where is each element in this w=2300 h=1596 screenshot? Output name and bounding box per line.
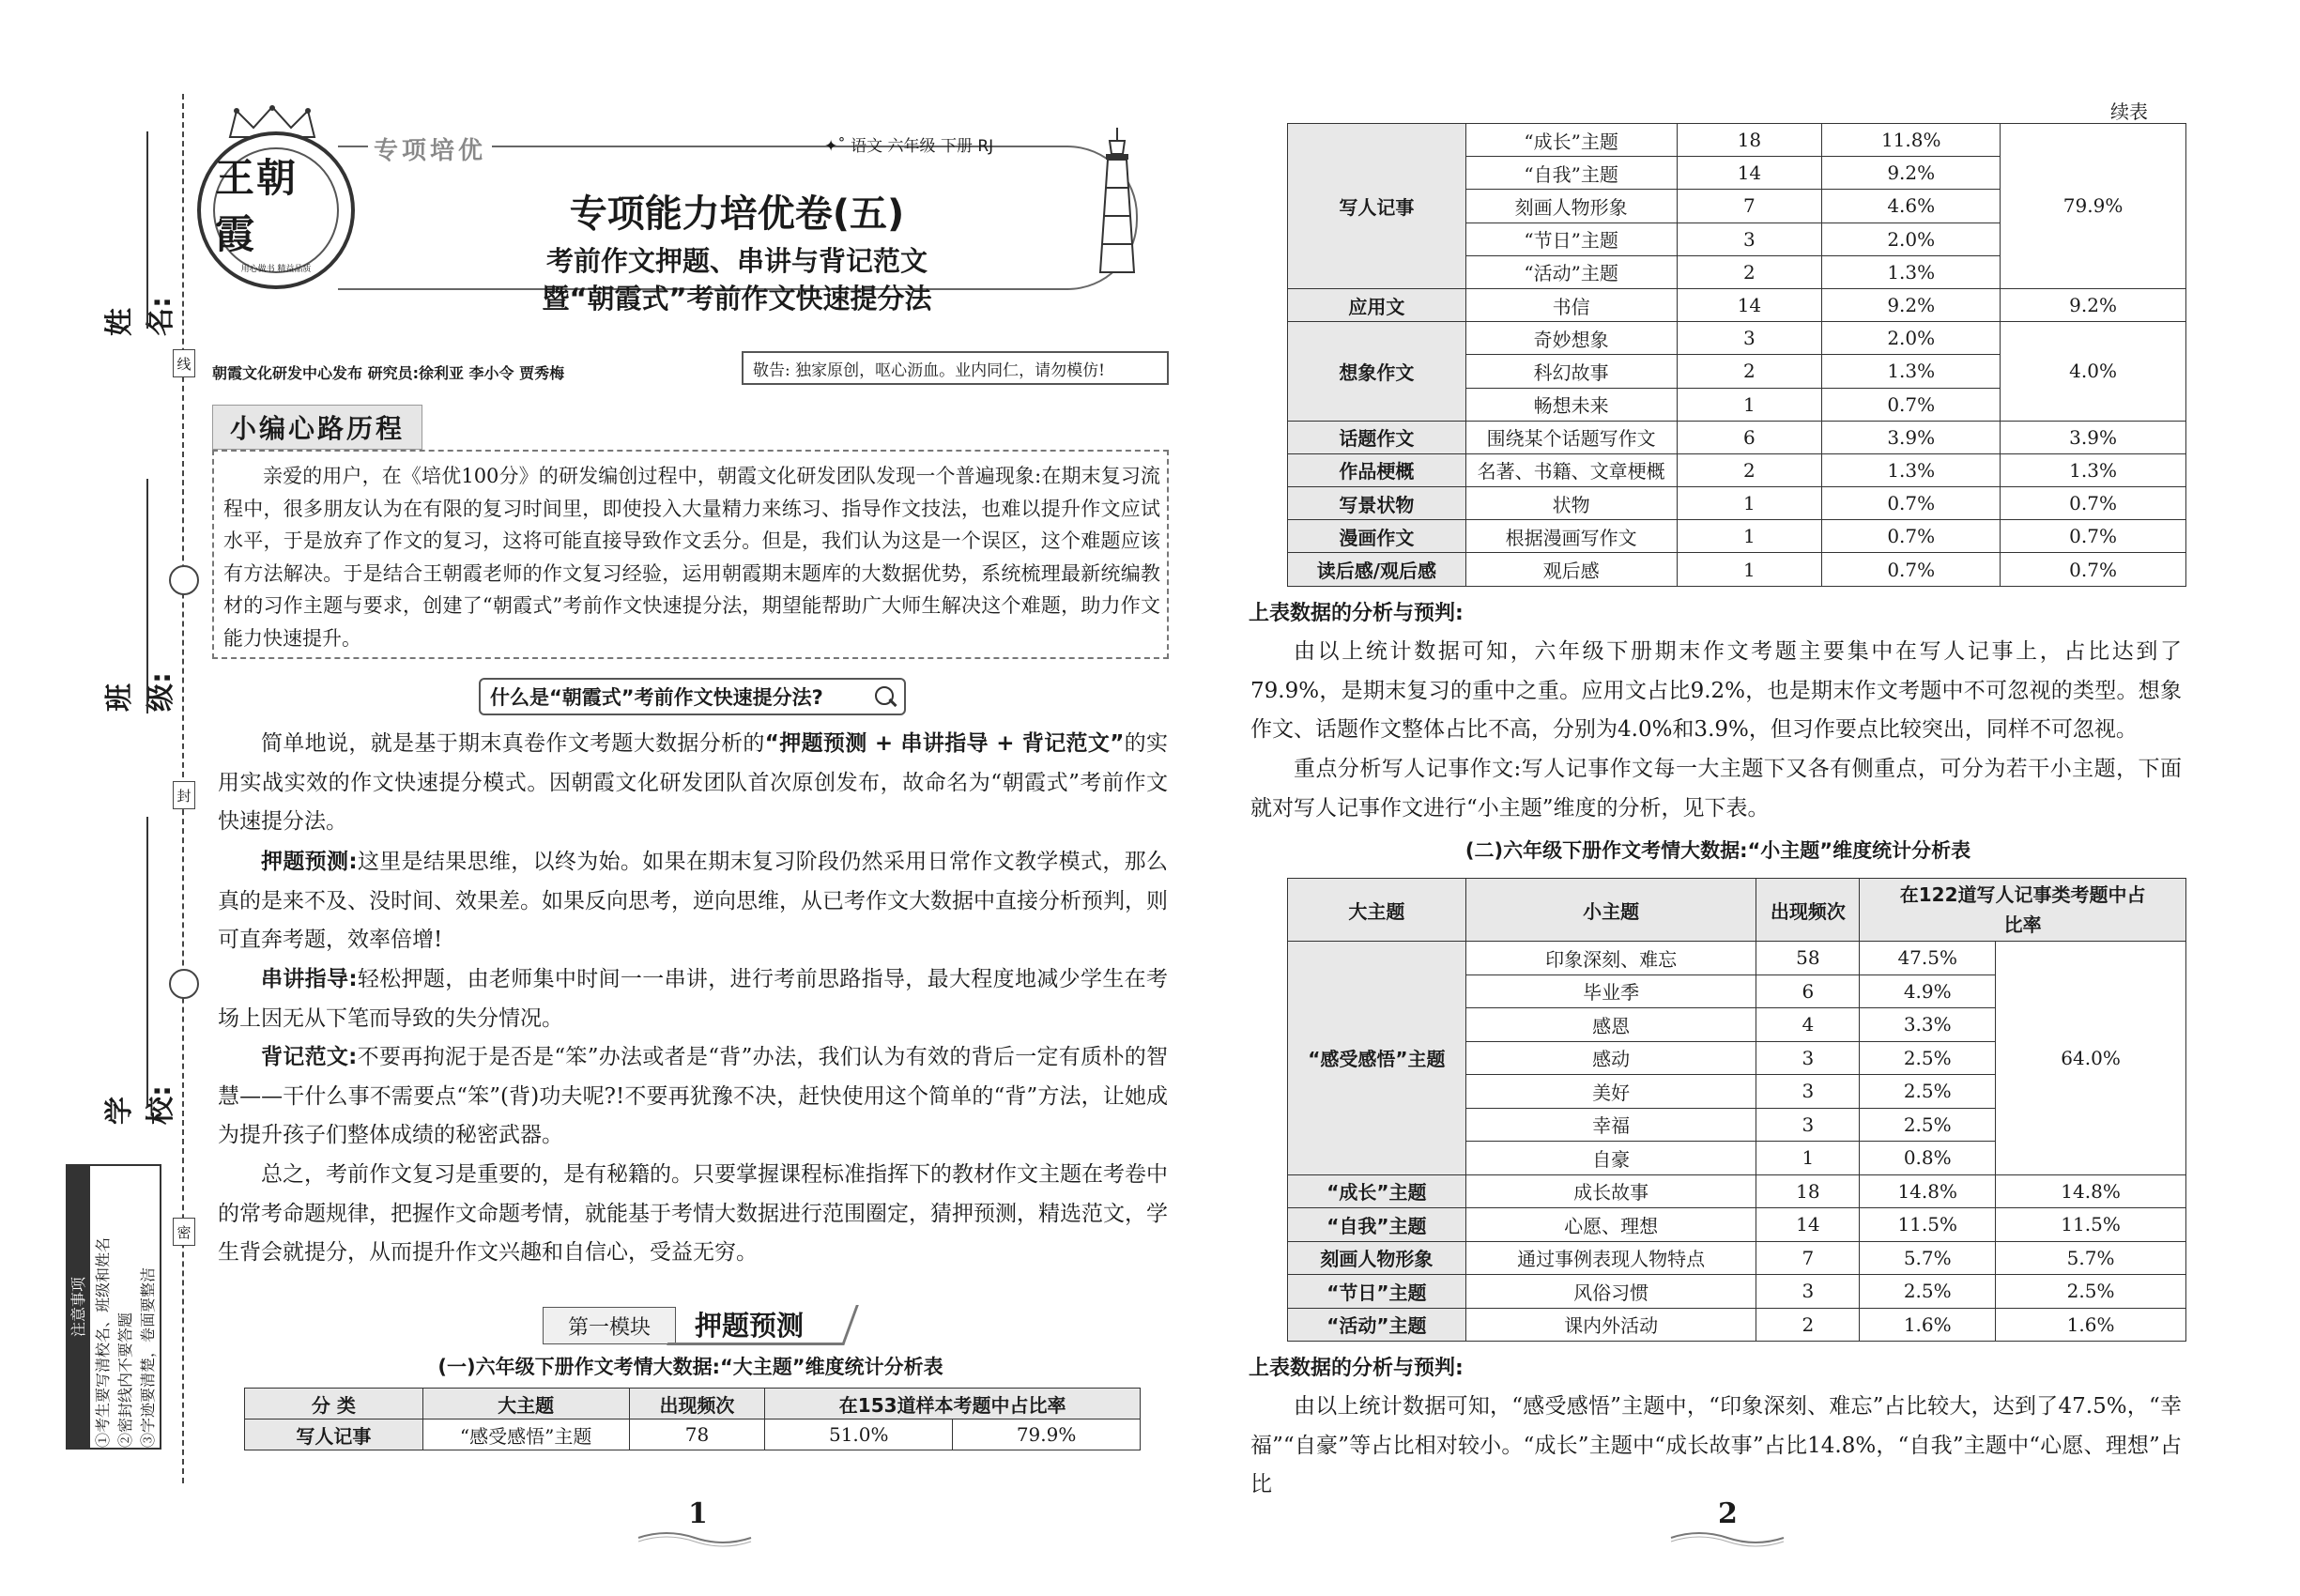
name-field[interactable] [146, 131, 148, 329]
table-cell: 1 [1677, 487, 1822, 520]
editor-text: 亲爱的用户，在《培优100分》的研发编创过程中，朝霞文化研发团队发现一个普遍现象:在期末复习流程中，很多朋友认为在有限的复习时间里，即使投入大量精力来练习、指导作文技法，也难以提升作文应试水平，于是放弃了作文的复习，这将可能直接导致作文丢分。但是，我们认为这是一个误区，这个难题应该有方法解决。于是结合王朝霞老师的作文复习经验，运用朝霞期末题库的大数据优势，系统梳理最新统编教材的习作主题与要求，创建了“朝霞式”考前作文快速提分法，期望能帮助广大师生解决这个难题，助力作文能力快速提升。 [223, 465, 1160, 650]
summary-paragraph: 总之，考前作文复习是重要的，是有秘籍的。只要掌握课程标准指挥下的教材作文主题在考卷中的常考命题规律，把握作文命题考情，就能基于考情大数据进行范围圈定，猜押预测，精选范文，学生背会就提分，从而提升作文兴趣和自信心，受益无穷。 [218, 1162, 1168, 1266]
table-cell: 2 [1677, 255, 1822, 288]
book-meta: ✦˚ 语文 六年级 下册 RJ [824, 137, 994, 156]
table-cell: 1.3% [2001, 453, 2186, 486]
table-row [1288, 322, 2186, 355]
table-cell: 18 [1756, 1174, 1860, 1208]
table-cell: 0.7% [2001, 553, 2186, 586]
table-cell: 2.0% [1822, 223, 2001, 255]
table-cell: 1.3% [1822, 453, 2001, 486]
table-cell: 应用文 [1288, 288, 1466, 321]
analysis-paragraph: 重点分析写人记事作文:写人记事作文每一大主题下又各有侧重点，可分为若干小主题，下面就对写人记事作文进行“小主题”维度的分析，见下表。 [1250, 757, 2182, 821]
guidance-paragraph: 串讲指导:轻松押题，由老师集中时间一一串讲，进行考前思路指导，最大程度地减少学生在考场上因无从下笔而导致的失分情况。 [218, 967, 1168, 1031]
table-cell: 3 [1677, 322, 1822, 355]
analysis-title: 上表数据的分析与预判: [1249, 602, 1464, 625]
page-number: 2 [1718, 1497, 1738, 1530]
table-cell: 5.7% [1860, 1241, 1996, 1275]
table-cell: 2.5% [1860, 1075, 1996, 1109]
table-cell: 2 [1756, 1308, 1860, 1342]
table-cell: 1 [1677, 520, 1822, 553]
table-cell: 畅想未来 [1465, 388, 1677, 421]
publisher-line: 朝霞文化研发中心发布 研究员:徐利亚 李小令 贾秀梅 [212, 364, 565, 382]
table-cell: 3.9% [1822, 421, 2001, 453]
table-cell: 刻画人物形象 [1465, 190, 1677, 223]
table-cell: 通过事例表现人物特点 [1465, 1241, 1756, 1275]
table-cell: 围绕某个话题写作文 [1465, 421, 1677, 453]
table-cell: 3 [1756, 1108, 1860, 1142]
table-cell: 想象作文 [1288, 322, 1466, 422]
page-number: 1 [688, 1497, 708, 1530]
prediction-paragraph: 押题预测:这里是结果思维，以终为始。如果在期末复习阶段仍然采用日常作文教学模式，那么真的是来不及、没时间、效果差。如果反向思考，逆向思维，从已考作文大数据中直接分析预判，则可直奔考题，效率倍增! [218, 850, 1168, 953]
table-row [1288, 1308, 2186, 1342]
table-cell: 风俗习惯 [1465, 1275, 1756, 1309]
table-cell: 2.5% [1860, 1108, 1996, 1142]
table-cell: 78 [629, 1420, 765, 1450]
table-cell: 2.5% [1860, 1275, 1996, 1309]
table-cell: 11.5% [1860, 1208, 1996, 1242]
table-cell: 58 [1756, 942, 1860, 975]
table-cell: 4.0% [2001, 322, 2186, 422]
table-cell: 4 [1756, 1008, 1860, 1042]
warning-notice: 敬告: 独家原创，呕心沥血。业内同仁，请勿模仿! [742, 351, 1169, 385]
table-cell: 1 [1756, 1142, 1860, 1175]
table-row [1288, 942, 2186, 975]
analysis-paragraph: 由以上统计数据可知，六年级下册期末作文考题主要集中在写人记事上，占比达到了79.9%，是期末复习的重中之重。应用文占比9.2%，也是期末作文考题中不可忽视的类型。想象作文、话题作文整体占比不高，分别为4.0%和3.9%，但习作要点比较突出，同样不可忽视。 [1250, 639, 2182, 742]
table-cell: 14.8% [1860, 1174, 1996, 1208]
table-cell: 写景状物 [1288, 487, 1466, 520]
table-cell: 6 [1756, 974, 1860, 1008]
binding-tag-line: 线 [173, 349, 195, 377]
table-row [1288, 520, 2186, 553]
table-cell: 0.7% [2001, 487, 2186, 520]
table-cell: 科幻故事 [1465, 355, 1677, 388]
table-cell: 成长故事 [1465, 1174, 1756, 1208]
table-cell: 书信 [1465, 288, 1677, 321]
table-cell: 11.8% [1822, 124, 2001, 157]
table-cell: 2 [1677, 355, 1822, 388]
table-cell: 写人记事 [1288, 124, 1466, 289]
table-cell: 3 [1756, 1075, 1860, 1109]
table-cell: 奇妙想象 [1465, 322, 1677, 355]
table-cell: 3 [1756, 1275, 1860, 1309]
table-header: 分 类 [245, 1389, 423, 1420]
editor-section-title: 小编心路历程 [212, 405, 422, 450]
table-row [1288, 1275, 2186, 1309]
table-cell: “成长”主题 [1288, 1174, 1466, 1208]
module-tag: 第一模块 [543, 1307, 676, 1344]
table-cell: 漫画作文 [1288, 520, 1466, 553]
table-row [1288, 1241, 2186, 1275]
table-cell: 1 [1677, 553, 1822, 586]
subtitle: 暨“朝霞式”考前作文快速提分法 [542, 283, 932, 315]
table-cell: 1.6% [1860, 1308, 1996, 1342]
table-header: 出现频次 [629, 1389, 765, 1420]
table-cell: 名著、书籍、文章梗概 [1465, 453, 1677, 486]
table-cell: 79.9% [953, 1420, 1141, 1450]
page-ornament [1666, 1528, 1788, 1547]
table-cell: 11.5% [1996, 1208, 2186, 1242]
memorize-paragraph: 背记范文:不要再拘泥于是否是“笨”办法或者是“背”办法，我们认为有效的背后一定有质朴的智慧——干什么事不需要点“笨”(背)功夫呢?!不要再犹豫不决，赶快使用这个简单的“背”方法，让她成为提升孩子们整体成绩的秘密武器。 [218, 1045, 1168, 1148]
table-cell: 9.2% [1822, 288, 2001, 321]
table-cell: 1.6% [1996, 1308, 2186, 1342]
table-cell: “感受感悟”主题 [1288, 942, 1466, 1175]
table-cell: 状物 [1465, 487, 1677, 520]
subtitle: 考前作文押题、串讲与背记范文 [545, 245, 928, 277]
table-cell: 4.9% [1860, 974, 1996, 1008]
table-row [1288, 421, 2186, 453]
table-header-row [1288, 879, 2186, 942]
table-header: 大主题 [422, 1389, 629, 1420]
table-row [245, 1420, 1141, 1450]
school-label: 学 校: [103, 1085, 177, 1125]
class-field[interactable] [146, 479, 148, 714]
table-cell: 3 [1677, 223, 1822, 255]
table2-title: (二)六年级下册作文考情大数据:“小主题”维度统计分析表 [1464, 839, 1971, 862]
table-row [1288, 553, 2186, 586]
table-cell: 5.7% [1996, 1241, 2186, 1275]
table-cell: 9.2% [1822, 157, 2001, 190]
table-cell: 0.7% [2001, 520, 2186, 553]
binding-tag-secret: 密 [173, 1218, 195, 1246]
table-cell: 1 [1677, 388, 1822, 421]
table-cell: 心愿、理想 [1465, 1208, 1756, 1242]
module-title: 押题预测 [695, 1310, 805, 1342]
question-heading: 什么是“朝霞式”考前作文快速提分法? [479, 678, 906, 715]
table-cell: “感受感悟”主题 [422, 1420, 629, 1450]
table-cell: 课内外活动 [1465, 1308, 1756, 1342]
table-cell: “活动”主题 [1465, 255, 1677, 288]
table-cell: 写人记事 [245, 1420, 423, 1450]
table-cell: 1.3% [1822, 255, 2001, 288]
table-cell: 幸福 [1465, 1108, 1756, 1142]
school-field[interactable] [146, 817, 148, 1108]
table-cell: 7 [1756, 1241, 1860, 1275]
table-cell: 读后感/观后感 [1288, 553, 1466, 586]
table-cell: 2.5% [1860, 1041, 1996, 1075]
note-item: ②密封线内不要答题 [116, 1312, 134, 1448]
table-cell: 6 [1677, 421, 1822, 453]
table-row [1288, 1174, 2186, 1208]
table-row [1288, 288, 2186, 321]
table-header: 出现频次 [1756, 879, 1860, 942]
table-cell: 0.7% [1822, 520, 2001, 553]
table-header: 大主题 [1288, 879, 1466, 942]
table-row [1288, 1208, 2186, 1242]
table-cell: 1.3% [1822, 355, 2001, 388]
table-cell: 47.5% [1860, 942, 1996, 975]
table-cell: 3 [1756, 1041, 1860, 1075]
table-cell: “节日”主题 [1465, 223, 1677, 255]
table-cell: 感动 [1465, 1041, 1756, 1075]
table-cell: 2.0% [1822, 322, 2001, 355]
table-row [1288, 453, 2186, 486]
table-cell: 79.9% [2001, 124, 2186, 289]
table-cell: 话题作文 [1288, 421, 1466, 453]
table-cell: 印象深刻、难忘 [1465, 942, 1756, 975]
table-cell: 3.3% [1860, 1008, 1996, 1042]
table-row [1288, 124, 2186, 157]
table-cell: 9.2% [2001, 288, 2186, 321]
table-cell: “自我”主题 [1465, 157, 1677, 190]
table2 [1287, 878, 2186, 1342]
table-cell: 3.9% [2001, 421, 2186, 453]
table-cell: 作品梗概 [1288, 453, 1466, 486]
analysis-paragraph: 由以上统计数据可知，“感受感悟”主题中，“印象深刻、难忘”占比较大，达到了47.5%，“幸福”“自豪”等占比相对较小。“成长”主题中“成长故事”占比14.8%，“自我”主题中“心愿、理想”占比 [1250, 1394, 2182, 1496]
table-cell: 0.8% [1860, 1142, 1996, 1175]
table1-title: (一)六年级下册作文考情大数据:“大主题”维度统计分析表 [437, 1356, 943, 1378]
table-header: 在122道写人记事类考题中占比率 [1860, 879, 2186, 942]
brand-logo: 王朝霞 用心做书 精益品质 [197, 131, 355, 289]
table-cell: 刻画人物形象 [1288, 1241, 1466, 1275]
notes-head: 注意事项 [68, 1166, 90, 1448]
table-cell: 2 [1677, 453, 1822, 486]
table-cell: “活动”主题 [1288, 1308, 1466, 1342]
table-cell: 64.0% [1996, 942, 2186, 1175]
table-cell: 毕业季 [1465, 974, 1756, 1008]
table1-continued [1287, 123, 2186, 587]
note-item: ③字迹要清楚，卷面要整洁 [139, 1266, 157, 1448]
table-cell: 0.7% [1822, 388, 2001, 421]
table-cell: 美好 [1465, 1075, 1756, 1109]
table-cell: 观后感 [1465, 553, 1677, 586]
table-cell: 51.0% [765, 1420, 953, 1450]
table-cell: 2.5% [1996, 1275, 2186, 1309]
table-cell: “节日”主题 [1288, 1275, 1466, 1309]
page-title: 专项能力培优卷(五) [569, 192, 905, 236]
table-cell: “成长”主题 [1465, 124, 1677, 157]
table-cell: 14 [1756, 1208, 1860, 1242]
table-cell: 14 [1677, 157, 1822, 190]
binding-hole [169, 565, 199, 595]
table-cell: 0.7% [1822, 487, 2001, 520]
table-cell: 14.8% [1996, 1174, 2186, 1208]
project-label: 专项培优 [368, 131, 492, 166]
table-header-row [245, 1389, 1141, 1420]
note-item: ①考生要写清校名、班级和姓名 [94, 1236, 112, 1448]
table-cell: 根据漫画写作文 [1465, 520, 1677, 553]
name-label: 姓 名: [103, 297, 177, 336]
notes-box [66, 1164, 161, 1450]
binding-tag-seal: 封 [173, 781, 195, 809]
page-ornament [634, 1528, 756, 1547]
intro-paragraph: 简单地说，就是基于期末真卷作文考题大数据分析的“押题预测 + 串讲指导 + 背记范文”的实用实战实效的作文快速提分模式。因朝霞文化研发团队首次原创发布，故命名为“朝霞式”考前作文快速提分法。 [218, 731, 1169, 835]
table-cell: 14 [1677, 288, 1822, 321]
analysis-title: 上表数据的分析与预判: [1249, 1357, 1464, 1380]
table-header: 在153道样本考题中占比率 [765, 1389, 1141, 1420]
table-cell: 7 [1677, 190, 1822, 223]
table1 [244, 1388, 1141, 1450]
binding-hole [169, 969, 199, 999]
table-cell: “自我”主题 [1288, 1208, 1466, 1242]
table-cell: 18 [1677, 124, 1822, 157]
table-cell: 0.7% [1822, 553, 2001, 586]
class-label: 班 级: [103, 672, 177, 712]
table-cell: 感恩 [1465, 1008, 1756, 1042]
table-header: 小主题 [1465, 879, 1756, 942]
table-cell: 自豪 [1465, 1142, 1756, 1175]
table-row [1288, 487, 2186, 520]
continued-label: 续表 [2110, 100, 2148, 123]
table-cell: 4.6% [1822, 190, 2001, 223]
